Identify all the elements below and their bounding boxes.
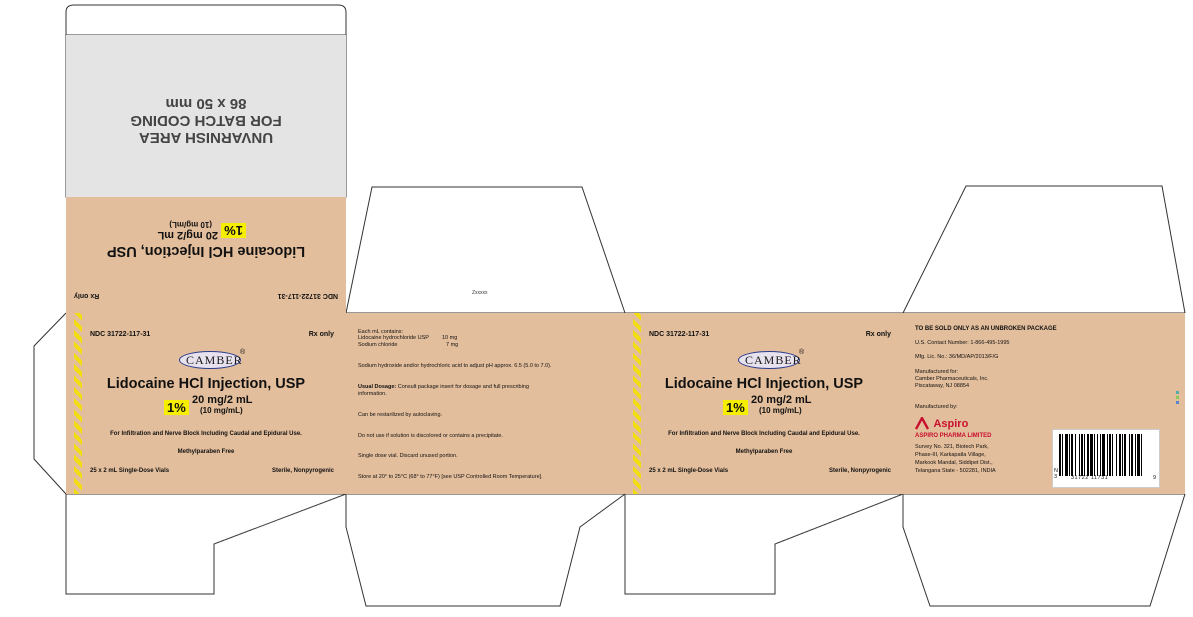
front1-product-name: Lidocaine HCl Injection, USP bbox=[106, 376, 306, 392]
side-autoclave: Can be restarilized by autoclaving. bbox=[358, 412, 443, 418]
hazard-stripe bbox=[633, 313, 641, 494]
barcode-bar bbox=[1087, 434, 1089, 476]
top-ndc: NDC 31722-117-31 bbox=[277, 292, 338, 299]
top-rx: Rx only bbox=[74, 292, 100, 299]
barcode-bar bbox=[1109, 434, 1111, 476]
barcode-bar bbox=[1079, 434, 1080, 476]
camber-reg-mark: ® bbox=[799, 349, 805, 356]
front1-concentration: (10 mg/mL) bbox=[200, 406, 243, 415]
top-strength: 20 mg/2 mL bbox=[157, 229, 218, 241]
unvarnish-area bbox=[66, 35, 346, 197]
side-ingredient1-name: Lidocaine hydrochloride USP bbox=[358, 335, 429, 341]
front1-pack: 25 x 2 mL Single-Dose Vials bbox=[90, 468, 170, 474]
barcode-bar bbox=[1094, 434, 1095, 476]
hazard-stripe bbox=[74, 313, 82, 494]
barcode-bar bbox=[1084, 434, 1085, 476]
side-discolored: Do not use if solution is discolored or contains a precipitate. bbox=[358, 433, 503, 439]
barcode-bar bbox=[1129, 434, 1130, 476]
back-mfd-for-label: Manufactured for: bbox=[915, 369, 959, 375]
camber-logo-text: CAMBER bbox=[745, 353, 802, 367]
back-addr3: Markook Mandal, Siddipet Dist., bbox=[915, 460, 993, 466]
front1-indication: For Infiltration and Nerve Block Including Caudal and Epidural Use. bbox=[110, 431, 302, 437]
front1-sterile: Sterile, Nonpyrogenic bbox=[271, 468, 334, 474]
back-addr4: Telangana State - 502281, INDIA bbox=[915, 468, 996, 474]
front1-ndc: NDC 31722-117-31 bbox=[90, 331, 151, 338]
side-dosage: Consult package insert for dosage and full prescribing information. bbox=[358, 384, 529, 397]
barcode-bar bbox=[1075, 434, 1076, 476]
barcode-bars bbox=[1059, 434, 1155, 476]
barcode-bar bbox=[1065, 434, 1068, 476]
back-aspiro-name: ASPIRO PHARMA LIMITED bbox=[915, 433, 992, 439]
back-contact: U.S. Contact Number: 1-866-495-1995 bbox=[915, 340, 1010, 346]
barcode-bar bbox=[1119, 434, 1121, 476]
side-store: Store at 20° to 25°C (68° to 77°F) [see USP Controlled Room Temperature]. bbox=[358, 474, 543, 480]
unvarnish-line2: FOR BATCH CODING bbox=[130, 112, 282, 129]
side-ingredient2-amt: 7 mg bbox=[446, 342, 459, 348]
barcode-bar bbox=[1141, 434, 1142, 476]
unvarnish-line1: UNVARNISH AREA bbox=[138, 129, 274, 146]
barcode-bar bbox=[1107, 434, 1108, 476]
side-dosage-label: Usual Dosage: bbox=[358, 384, 397, 390]
front2-indication: For Infiltration and Nerve Block Including Caudal and Epidural Use. bbox=[668, 431, 860, 437]
front2-concentration: (10 mg/mL) bbox=[759, 406, 802, 415]
side-panel bbox=[346, 313, 625, 494]
back-lic: Mfg. Lic. No.: 36/MD/AP/2013/F/G bbox=[915, 354, 999, 360]
barcode-bar bbox=[1102, 434, 1105, 476]
flap-code: Zxxxxx bbox=[472, 290, 488, 296]
side-ph: Sodium hydroxide and/or hydrochloric acid to adjust pH approx. 6.5 (5.0 to 7.0). bbox=[358, 363, 552, 369]
side-ingredient1-amt: 10 mg bbox=[442, 335, 458, 341]
side-ingredient2-name: Sodium chloride bbox=[358, 342, 398, 348]
barcode-bar bbox=[1131, 434, 1133, 476]
front1-strength: 20 mg/2 mL bbox=[192, 394, 253, 406]
front2-ndc: NDC 31722-117-31 bbox=[649, 331, 710, 338]
top-product-name: Lidocaine HCl Injection, USP bbox=[106, 243, 306, 259]
barcode-bar bbox=[1112, 434, 1113, 476]
aspiro-logo-icon bbox=[915, 417, 929, 430]
front2-sterile: Sterile, Nonpyrogenic bbox=[828, 468, 891, 474]
top-panel bbox=[66, 197, 346, 313]
front2-preservative: Methylparaben Free bbox=[735, 449, 793, 455]
side-contains: Each mL contains: bbox=[358, 329, 404, 335]
back-mfd-by-label: Manufactured by: bbox=[915, 404, 958, 410]
camber-reg-mark: ® bbox=[240, 349, 246, 356]
front-panel-2 bbox=[625, 313, 903, 494]
front2-pack: 25 x 2 mL Single-Dose Vials bbox=[649, 468, 729, 474]
camber-logo bbox=[179, 351, 241, 369]
front1-percent-badge: 1% bbox=[164, 400, 189, 415]
back-addr2: Phase-III, Karkapatla Village, bbox=[915, 452, 986, 458]
barcode-bar bbox=[1062, 434, 1063, 476]
front2-percent-badge: 1% bbox=[723, 400, 748, 415]
aspiro-logo bbox=[915, 415, 968, 433]
front1-preservative: Methylparaben Free bbox=[177, 449, 235, 455]
barcode-bar bbox=[1081, 434, 1083, 476]
front2-strength: 20 mg/2 mL bbox=[751, 394, 812, 406]
front2-rx: Rx only bbox=[865, 331, 891, 338]
barcode-bar bbox=[1090, 434, 1093, 476]
back-mfd-for-2: Piscataway, NJ 08854 bbox=[915, 383, 970, 389]
back-unbroken: TO BE SOLD ONLY AS AN UNBROKEN PACKAGE bbox=[915, 326, 1057, 332]
front-panel-1 bbox=[66, 313, 346, 494]
barcode-bar bbox=[1059, 434, 1061, 476]
barcode-bar bbox=[1100, 434, 1101, 476]
barcode-bar bbox=[1124, 434, 1126, 476]
back-addr1: Survey No. 321, Biotech Park, bbox=[915, 444, 989, 450]
barcode-bar bbox=[1069, 434, 1070, 476]
camber-logo-text: CAMBER bbox=[186, 353, 243, 367]
barcode-bar bbox=[1137, 434, 1140, 476]
top-concentration: (10 mg/mL) bbox=[169, 220, 212, 229]
barcode-right: 9 bbox=[1153, 475, 1157, 481]
camber-logo bbox=[738, 351, 800, 369]
barcode-left: N 3 bbox=[1054, 468, 1058, 480]
unvarnish-line3: 86 x 50 mm bbox=[165, 95, 247, 112]
front2-product-name: Lidocaine HCl Injection, USP bbox=[664, 376, 864, 392]
barcode-bar bbox=[1097, 434, 1098, 476]
front1-rx: Rx only bbox=[308, 331, 334, 338]
barcode-digits: 31722 11731 bbox=[1071, 475, 1109, 481]
barcode-bar bbox=[1071, 434, 1073, 476]
aspiro-logo-text: Aspiro bbox=[933, 417, 969, 430]
back-mfd-for-1: Camber Pharmaceuticals, Inc. bbox=[915, 376, 989, 382]
side-single: Single dose vial. Discard unused portion. bbox=[358, 453, 458, 459]
barcode-bar bbox=[1135, 434, 1136, 476]
barcode bbox=[1052, 429, 1160, 488]
top-percent-badge: 1% bbox=[221, 223, 246, 238]
barcode-bar bbox=[1122, 434, 1123, 476]
barcode-bar bbox=[1116, 434, 1117, 476]
